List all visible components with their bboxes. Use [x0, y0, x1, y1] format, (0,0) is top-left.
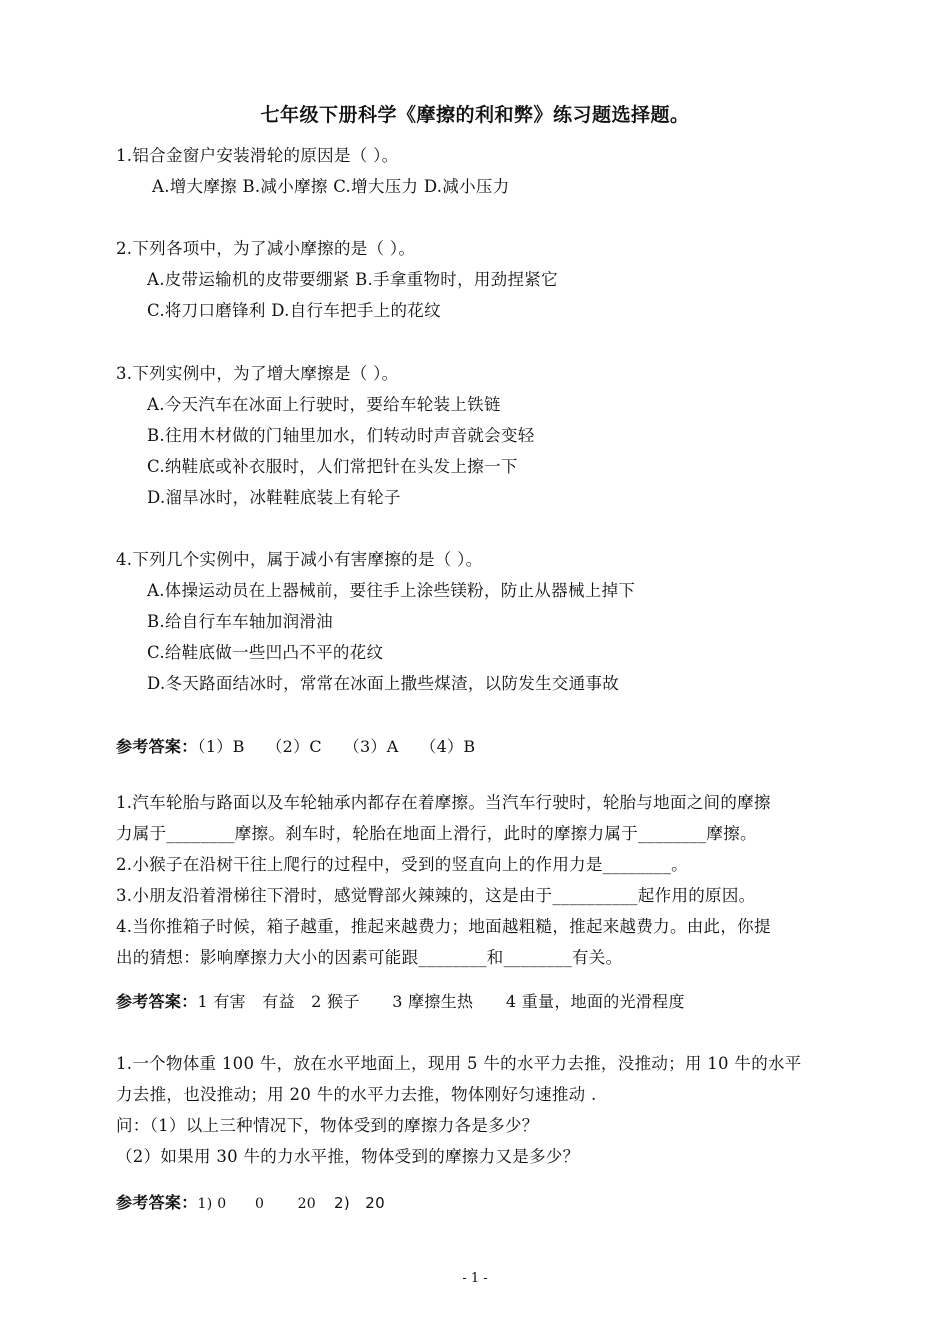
- answer-text: 1) 0 0 20: [197, 1196, 317, 1212]
- question-2-option-line: C.将刀口磨锋利 D.自行车把手上的花纹: [147, 301, 441, 320]
- fill-line: 4.当你推箱子时候，箱子越重，推起来越费力；地面越粗糙，推起来越费力。由此，你提: [116, 917, 771, 936]
- question-1-options: A.增大摩擦 B.减小摩擦 C.增大压力 D.减小压力: [152, 177, 510, 196]
- question-4-stem: 4.下列几个实例中，属于减小有害摩擦的是（ ）。: [116, 550, 483, 569]
- calc-line: 1.一个物体重 100 牛，放在水平地面上，现用 5 牛的水平力去推，没推动；用 10 牛的水平: [116, 1054, 802, 1073]
- question-4-option: B.给自行车车轴加润滑油: [147, 612, 333, 631]
- question-4-option: C.给鞋底做一些凹凸不平的花纹: [147, 643, 384, 662]
- question-4-option: D.冬天路面结冰时，常常在冰面上撒些煤渣，以防发生交通事故: [147, 674, 620, 693]
- fill-line: 3.小朋友沿着滑梯往下滑时，感觉臀部火辣辣的，这是由于__________起作用的原因。: [116, 886, 756, 905]
- answer-label: 参考答案：: [116, 1193, 198, 1212]
- question-4-option: A.体操运动员在上器械前，要往手上涂些镁粉，防止从器械上掉下: [147, 581, 636, 600]
- question-2-option-line: A.皮带运输机的皮带要绷紧 B.手拿重物时，用劲捏紧它: [147, 270, 558, 289]
- answer-block-3: [116, 1192, 385, 1215]
- page-title: 七年级下册科学《摩擦的利和弊》练习题选择题。: [260, 104, 690, 126]
- answer-text: （1）B （2）C （3）A （4）B: [197, 737, 476, 756]
- question-1-stem: 1.铝合金窗户安装滑轮的原因是（ ）。: [116, 146, 399, 165]
- answer-label: 参考答案：: [116, 737, 198, 756]
- answer-label: 参考答案：: [116, 992, 198, 1011]
- question-3-stem: 3.下列实例中，为了增大摩擦是（ ）。: [116, 364, 399, 383]
- calc-line: （2）如果用 30 牛的力水平推，物体受到的摩擦力又是多少？: [116, 1147, 580, 1166]
- answer-text: 2) 20: [334, 1194, 385, 1212]
- answer-block-1: [116, 736, 475, 758]
- question-3-option: D.溜旱冰时，冰鞋鞋底装上有轮子: [147, 488, 401, 507]
- answer-text: 1 有害 有益 2 猴子 3 摩擦生热 4 重量，地面的光滑程度: [197, 992, 685, 1011]
- answer-block-2: [116, 991, 685, 1013]
- fill-line: 2.小猴子在沿树干往上爬行的过程中，受到的竖直向上的作用力是________。: [116, 855, 688, 874]
- page-number: - 1 -: [462, 1271, 488, 1286]
- question-2-stem: 2.下列各项中，为了减小摩擦的是（ ）。: [116, 239, 416, 258]
- question-3-option: C.纳鞋底或补衣服时，人们常把针在头发上擦一下: [147, 457, 518, 476]
- question-3-option: B.往用木材做的门轴里加水，们转动时声音就会变轻: [147, 426, 535, 445]
- calc-line: 问：（1）以上三种情况下，物体受到的摩擦力各是多少？: [116, 1116, 539, 1135]
- calc-line: 力去推，也没推动；用 20 牛的水平力去推，物体刚好匀速推动 .: [116, 1085, 597, 1104]
- fill-line: 出的猜想：影响摩擦力大小的因素可能跟________和________有关。: [116, 948, 623, 967]
- fill-line: 1.汽车轮胎与路面以及车轮轴承内都存在着摩擦。当汽车行驶时，轮胎与地面之间的摩擦: [116, 793, 771, 812]
- question-3-option: A.今天汽车在冰面上行驶时，要给车轮装上铁链: [147, 395, 501, 414]
- fill-line: 力属于________摩擦。刹车时，轮胎在地面上滑行，此时的摩擦力属于________摩擦。: [116, 824, 757, 843]
